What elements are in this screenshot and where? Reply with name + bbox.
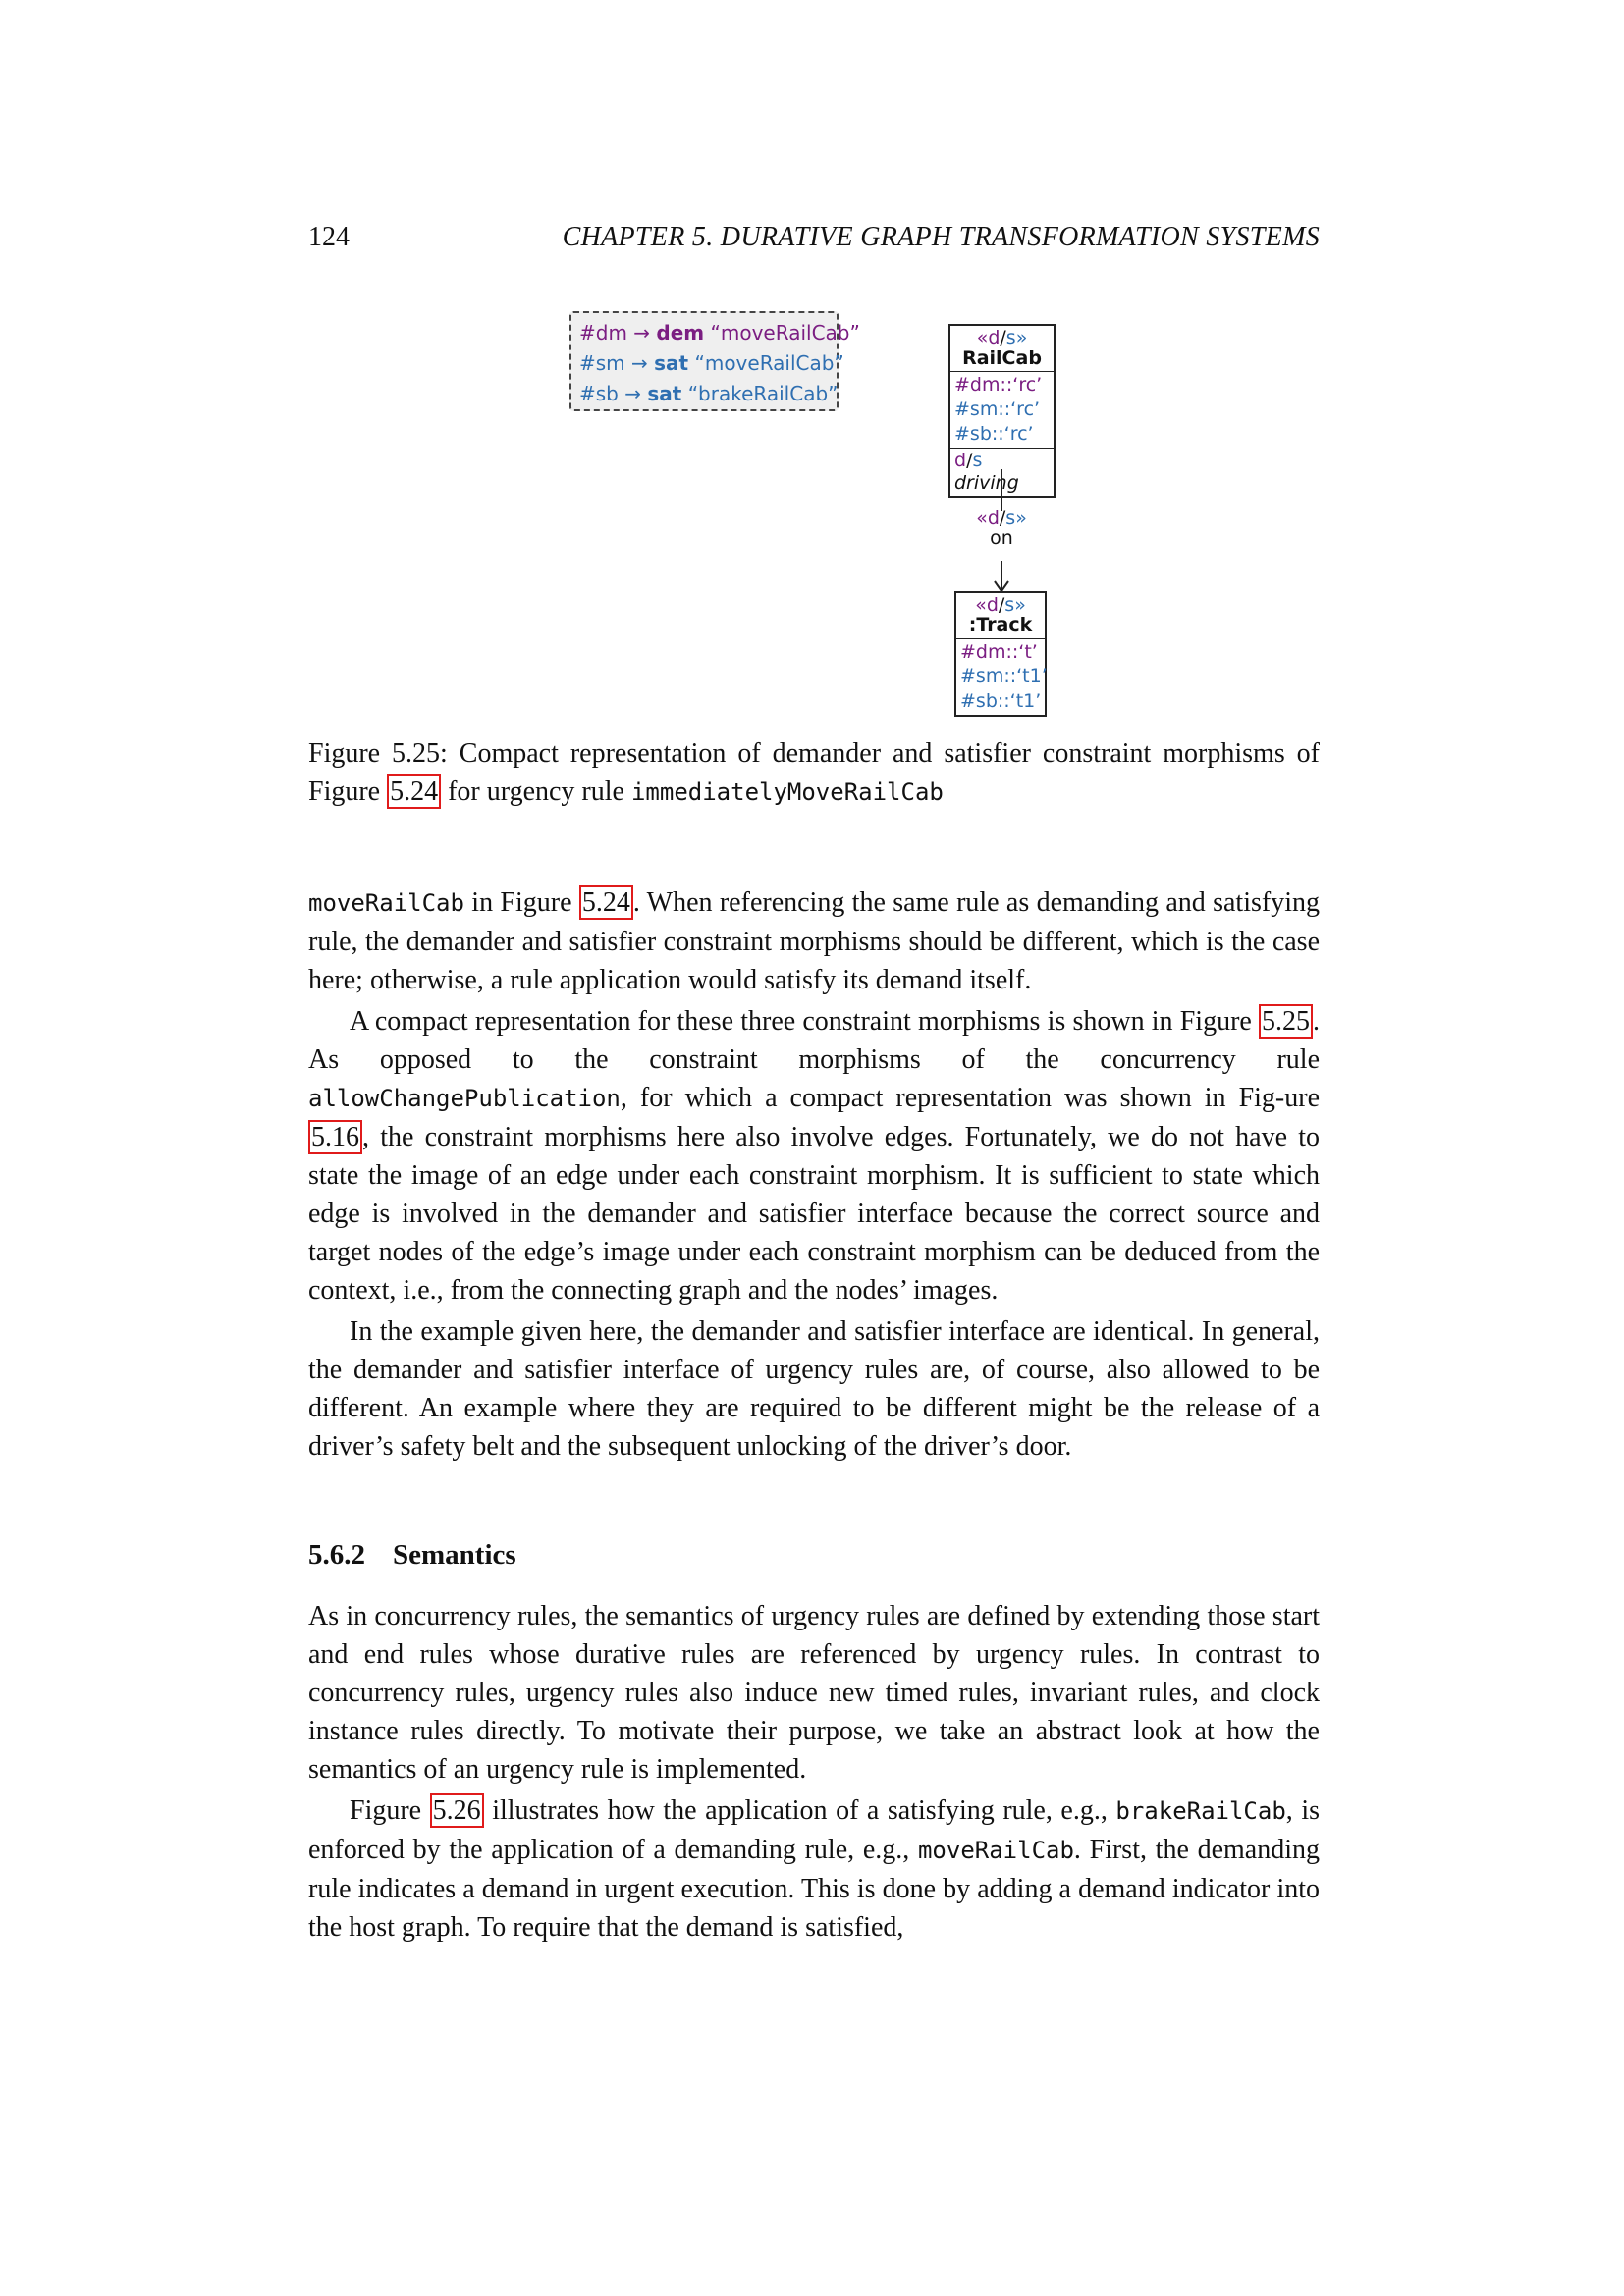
railcab-attr-dm: #dm::‘rc’ [954,374,1043,396]
figure-caption [308,734,1320,812]
figure-ref-link[interactable]: 5.24 [579,885,633,920]
legend-keyword: sat [647,382,682,405]
paragraph: moveRailCab in Figure 5.24 . When referencing the same rule as demanding and satisfying rule, the demander and satisfier constraint morphisms should be different, which is the case here; otherwise, a rule application would satisfy its demand itself. [308,887,1320,995]
railcab-name: RailCab [962,347,1042,369]
section-number: 5.6.2 [308,1539,365,1571]
legend-keyword: sat [654,351,689,375]
figure-ref-link[interactable]: 5.16 [308,1120,362,1154]
legend-rule: “moveRailCab” [694,351,844,375]
track-attr-sm: #sm::‘t1’ [960,666,1048,687]
caption-text: Compact representation of demander and satisfier constraint morphisms of Figure [308,738,1320,807]
railcab-state: d/s driving [950,448,1054,496]
rule-name-code: brakeRailCab [1115,1797,1286,1825]
legend-rule: “brakeRailCab” [687,382,839,405]
edge-name: on [990,527,1013,549]
rule-name-code: immediatelyMoveRailCab [630,778,944,806]
legend-row [579,318,860,348]
track-node [954,591,1047,717]
legend-rule: “moveRailCab” [710,321,860,345]
edge-label [943,508,1060,548]
paragraph: Figure 5.26 illustrates how the application of a satisfying rule, e.g., brakeRailCab, is enforced by the application of a demanding rule, e.g., moveRailCab. First, the demanding rule indicates a demand in urgent execution. This is done by adding a demand indicator into the host graph. To require that the demand is satisfied, [308,1795,1320,1943]
body-text [308,883,1320,1947]
edge-stereotype: «d/s» [976,507,1027,529]
caption-label: Figure 5.25: [308,738,448,769]
figure-ref-link[interactable]: 5.24 [387,774,441,809]
track-attr-sb: #sb::‘t1’ [960,690,1042,712]
legend-row [579,379,839,409]
page-number: 124 [308,222,350,252]
track-name: :Track [968,614,1033,636]
railcab-attr-sb: #sb::‘rc’ [954,423,1034,445]
legend-tag: #dm → [579,321,651,345]
constraint-legend [569,311,860,411]
paragraph: As in concurrency rules, the semantics of urgency rules are defined by extending those start and end rules whose durative rules are referenced by urgency rules. In contrast to concurrency rules, urgency rules also induce new timed rules, invariant rules, and clock instance rules directly. To motivate their purpose, we take an abstract look at how the semantics of an urgency rule is implemented. [308,1601,1320,1785]
running-head: CHAPTER 5. DURATIVE GRAPH TRANSFORMATION SYSTEMS [562,222,1320,252]
railcab-attributes [950,372,1054,448]
rule-name-code: moveRailCab [308,889,464,917]
caption-text: for urgency rule [448,776,624,807]
track-attr-dm: #dm::‘t’ [960,641,1038,663]
track-attributes [956,639,1048,715]
legend-tag: #sb → [579,382,641,405]
figure-ref-link[interactable]: 5.26 [430,1793,484,1828]
railcab-attr-sm: #sm::‘rc’ [954,399,1041,420]
section-title: Semantics [393,1539,516,1571]
track-stereotype: «d/s» [975,594,1026,615]
track-header [956,593,1045,639]
railcab-header [950,326,1054,372]
legend-keyword: dem [656,321,705,345]
railcab-stereotype: «d/s» [976,327,1028,348]
rule-name-code: allowChangePublication [308,1085,621,1112]
figure-ref-link[interactable]: 5.25 [1259,1004,1313,1039]
page-header [308,222,1320,261]
paragraph: In the example given here, the demander and satisfier interface are identical. In general, the demander and satisfier interface of urgency rules are, of course, also allowed to be different. An example where they are required to be different might be the release of a driver’s safety belt and the subsequent unlocking of the driver’s door. [308,1316,1320,1462]
legend-row [579,348,844,379]
section-heading [308,1536,1320,1575]
paragraph: A compact representation for these three constraint morphisms is shown in Figure 5.25 . As opposed to the constraint morphisms of the concurrency rule allowChangePublication, for which a compact representation was shown in Fig-ure 5.16 , the constraint morphisms here also involve edges. Fortunately, we do not have to state the image of an edge under each constraint morphism. It is sufficient to state which edge is involved in the demander and satisfier interface because the correct source and target nodes of the edge’s image under each constraint morphism can be deduced from the context, i.e., from the connecting graph and the nodes’ images. [308,1006,1320,1306]
rule-name-code: moveRailCab [917,1837,1074,1864]
legend-tag: #sm → [579,351,648,375]
